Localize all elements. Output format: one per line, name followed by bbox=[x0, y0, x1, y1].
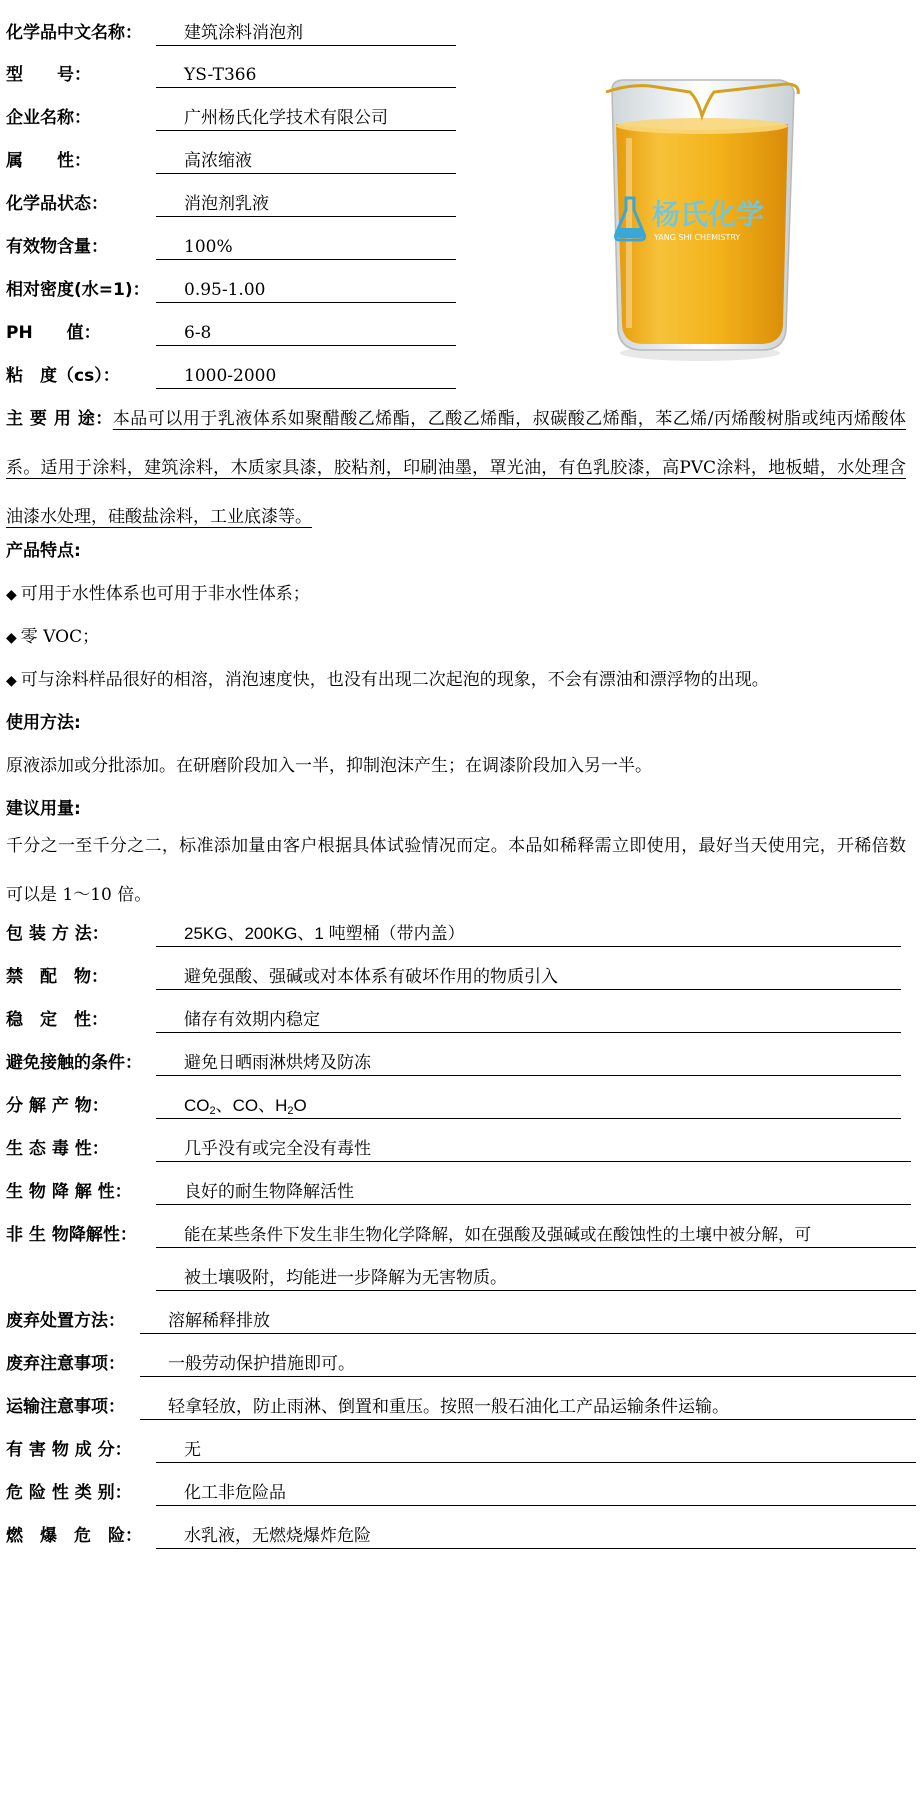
field-label: 企业名称： bbox=[6, 108, 91, 128]
field-label: 稳 定 性： bbox=[6, 1010, 108, 1030]
dosage-text: 千分之一至千分之二，标准添加量由客户根据具体试验情况而定。本品如稀释需立即使用，最好当天使用完，开稀倍数可以是 1～10 倍。 bbox=[6, 836, 906, 905]
feature-text: 可用于水性体系也可用于非水性体系； bbox=[20, 584, 310, 604]
logo-name-en: YANG SHI CHEMISTRY bbox=[654, 233, 741, 242]
field-value: 避免日晒雨淋烘烤及防冻 bbox=[156, 1050, 901, 1076]
field-value: 建筑涂料消泡剂 bbox=[156, 20, 456, 46]
feature-item bbox=[6, 622, 99, 647]
diamond-bullet-icon: ◆ bbox=[6, 587, 17, 603]
field-label: 分 解 产 物： bbox=[6, 1096, 109, 1116]
field-value: 能在某些条件下发生非生物化学降解，如在强酸及强碱或在酸蚀性的土壤中被分解，可 bbox=[156, 1222, 916, 1248]
field-value: 6-8 bbox=[156, 320, 456, 346]
field-label: 属 性： bbox=[6, 151, 91, 171]
field-value: 储存有效期内稳定 bbox=[156, 1007, 901, 1033]
field-value: 25KG、200KG、1 吨塑桶（带内盖） bbox=[156, 921, 901, 947]
field-label: 型 号： bbox=[6, 65, 91, 85]
decomposition-co2: $CO_2$ bbox=[184, 1096, 216, 1117]
field-value: 被土壤吸附，均能进一步降解为无害物质。 bbox=[156, 1265, 916, 1291]
field-value: 轻拿轻放，防止雨淋、倒置和重压。按照一般石油化工产品运输条件运输。 bbox=[140, 1394, 916, 1420]
field-label: 粘 度（cs）： bbox=[6, 366, 120, 386]
usage-paragraph bbox=[6, 395, 906, 542]
field-label: 危 险 性 类 别： bbox=[6, 1483, 132, 1503]
field-label: 化学品状态： bbox=[6, 194, 108, 214]
field-label: PH 值： bbox=[6, 323, 101, 343]
field-label: 非 生 物降解性： bbox=[6, 1225, 137, 1245]
field-value: 避免强酸、强碱或对本体系有破坏作用的物质引入 bbox=[156, 964, 901, 990]
beaker-image bbox=[590, 68, 810, 368]
field-label: 生 物 降 解 性： bbox=[6, 1182, 132, 1202]
field-value: 良好的耐生物降解活性 bbox=[156, 1179, 911, 1205]
field-label: 生 态 毒 性： bbox=[6, 1139, 109, 1159]
field-value: YS-T366 bbox=[156, 62, 456, 88]
features-heading: 产品特点: bbox=[6, 541, 81, 561]
field-label: 运输注意事项： bbox=[6, 1397, 125, 1417]
field-label: 废弃处置方法： bbox=[6, 1311, 125, 1331]
field-value: 溶解稀释排放 bbox=[140, 1308, 916, 1334]
field-label: 禁 配 物： bbox=[6, 967, 108, 987]
feature-item bbox=[6, 579, 310, 604]
feature-item bbox=[6, 665, 769, 690]
field-label: 废弃注意事项： bbox=[6, 1354, 125, 1374]
field-label: 相对密度(水=1)： bbox=[6, 280, 150, 300]
field-label: 有效物含量： bbox=[6, 237, 108, 257]
usage-label: 主 要 用 途： bbox=[6, 409, 113, 429]
usage-text: 本品可以用于乳液体系如聚醋酸乙烯酯，乙酸乙烯酯，叔碳酸乙烯酯，苯乙烯/丙烯酸树脂或纯丙烯酸体系。适用于涂料，建筑涂料，木质家具漆，胶粘剂，印刷油墨，罩光油，有色乳胶漆，高PVC涂料，地板蜡，水处理含油漆水处理，硅酸盐涂料，工业底漆等。 bbox=[6, 409, 906, 527]
field-label: 燃 爆 危 险： bbox=[6, 1526, 142, 1546]
field-label: 有 害 物 成 分： bbox=[6, 1440, 132, 1460]
feature-text: 零 VOC； bbox=[20, 627, 100, 647]
method-heading: 使用方法: bbox=[6, 713, 81, 733]
field-label: 化学品中文名称： bbox=[6, 23, 142, 43]
field-value: 消泡剂乳液 bbox=[156, 191, 456, 217]
field-label: 避免接触的条件： bbox=[6, 1053, 142, 1073]
field-value: 几乎没有或完全没有毒性 bbox=[156, 1136, 911, 1162]
field-value: 高浓缩液 bbox=[156, 148, 456, 174]
method-text: 原液添加或分批添加。在研磨阶段加入一半，抑制泡沫产生；在调漆阶段加入另一半。 bbox=[6, 756, 652, 776]
feature-text: 可与涂料样品很好的相溶，消泡速度快，也没有出现二次起泡的现象，不会有漂油和漂浮物的出现。 bbox=[20, 670, 769, 690]
field-label: 包 装 方 法： bbox=[6, 924, 109, 944]
field-value: 广州杨氏化学技术有限公司 bbox=[156, 105, 456, 131]
field-value: 一般劳动保护措施即可。 bbox=[140, 1351, 916, 1377]
logo-name-cn: 杨氏化学 bbox=[652, 198, 765, 231]
field-value: 水乳液，无燃烧爆炸危险 bbox=[156, 1523, 916, 1549]
diamond-bullet-icon: ◆ bbox=[6, 630, 17, 646]
diamond-bullet-icon: ◆ bbox=[6, 673, 17, 689]
field-value: $CO_2$、CO、$H_2O$ bbox=[156, 1093, 901, 1119]
field-value: 1000-2000 bbox=[156, 363, 456, 389]
field-value: 无 bbox=[156, 1437, 916, 1463]
field-value: 0.95-1.00 bbox=[156, 277, 456, 303]
field-value: 化工非危险品 bbox=[156, 1480, 916, 1506]
dosage-heading: 建议用量: bbox=[6, 799, 81, 819]
field-value: 100% bbox=[156, 234, 456, 260]
